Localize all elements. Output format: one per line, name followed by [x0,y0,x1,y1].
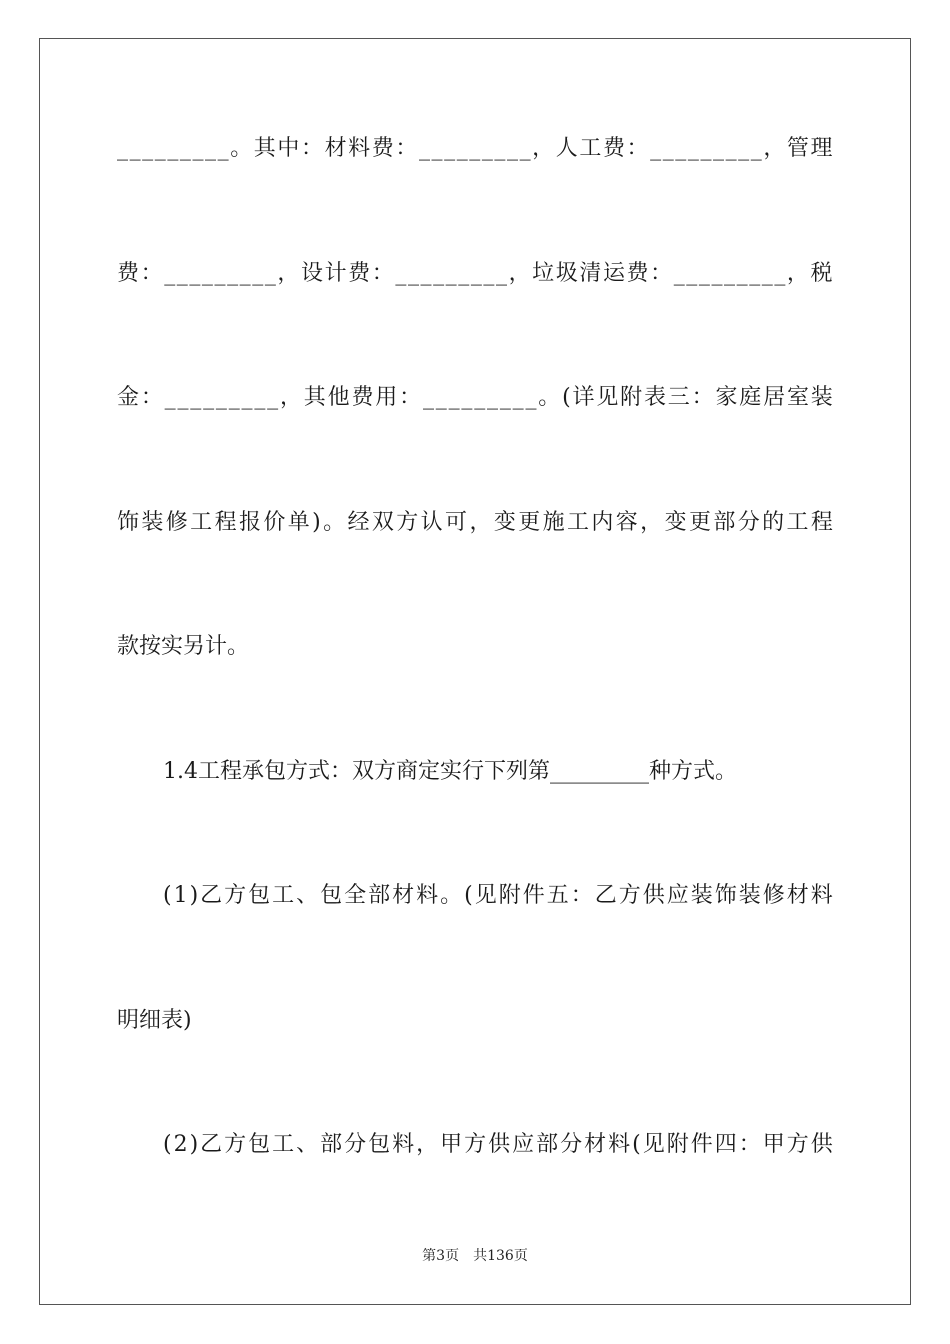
text-line-2: 费 ： _ _ _ _ _ _ _ _ _ ， 设 计 费 ： _ _ _ _ _ _ _ _ _ ， 垃 圾 清 运 费 ： _ _ _ _ _ _ _ _ _ ， 税 [117,261,833,286]
page-total: 共136页 [473,1248,528,1264]
text-line-8: 明细表) [117,1008,192,1033]
page-footer [0,1246,950,1266]
text-line-6: 1.4工程承包方式：双方商定实行下列第_________种方式。 [163,759,737,784]
text-line-5: 款按实另计。 [117,634,250,659]
text-line-1: _ _ _ _ _ _ _ _ _ 。 其 中 ： 材 料 费 ： _ _ _ _ _ _ _ _ _ ， 人 工 费 ： _ _ _ _ _ _ _ _ _ ， 管 理 [117,136,833,161]
text-line-3: 金 ： _ _ _ _ _ _ _ _ _ ， 其 他 费 用 ： _ _ _ _ _ _ _ _ _ 。 ( 详 见 附 表 三 ： 家 庭 居 室 装 [117,385,833,410]
text-line-4: 饰 装 修 工 程 报 价 单 ) 。 经 双 方 认 可 ， 变 更 施 工 内 容 ， 变 更 部 分 的 工 程 [117,510,833,535]
page-number: 第3页 [422,1248,460,1264]
page-frame [39,38,911,1305]
text-line-7: ( 1 ) 乙 方 包 工 、 包 全 部 材 料 。 ( 见 附 件 五 ： 乙 方 供 应 装 饰 装 修 材 料 [163,883,833,908]
text-line-9: ( 2 ) 乙 方 包 工 、 部 分 包 料 ， 甲 方 供 应 部 分 材 料 ( 见 附 件 四 ： 甲 方 供 [163,1132,833,1157]
